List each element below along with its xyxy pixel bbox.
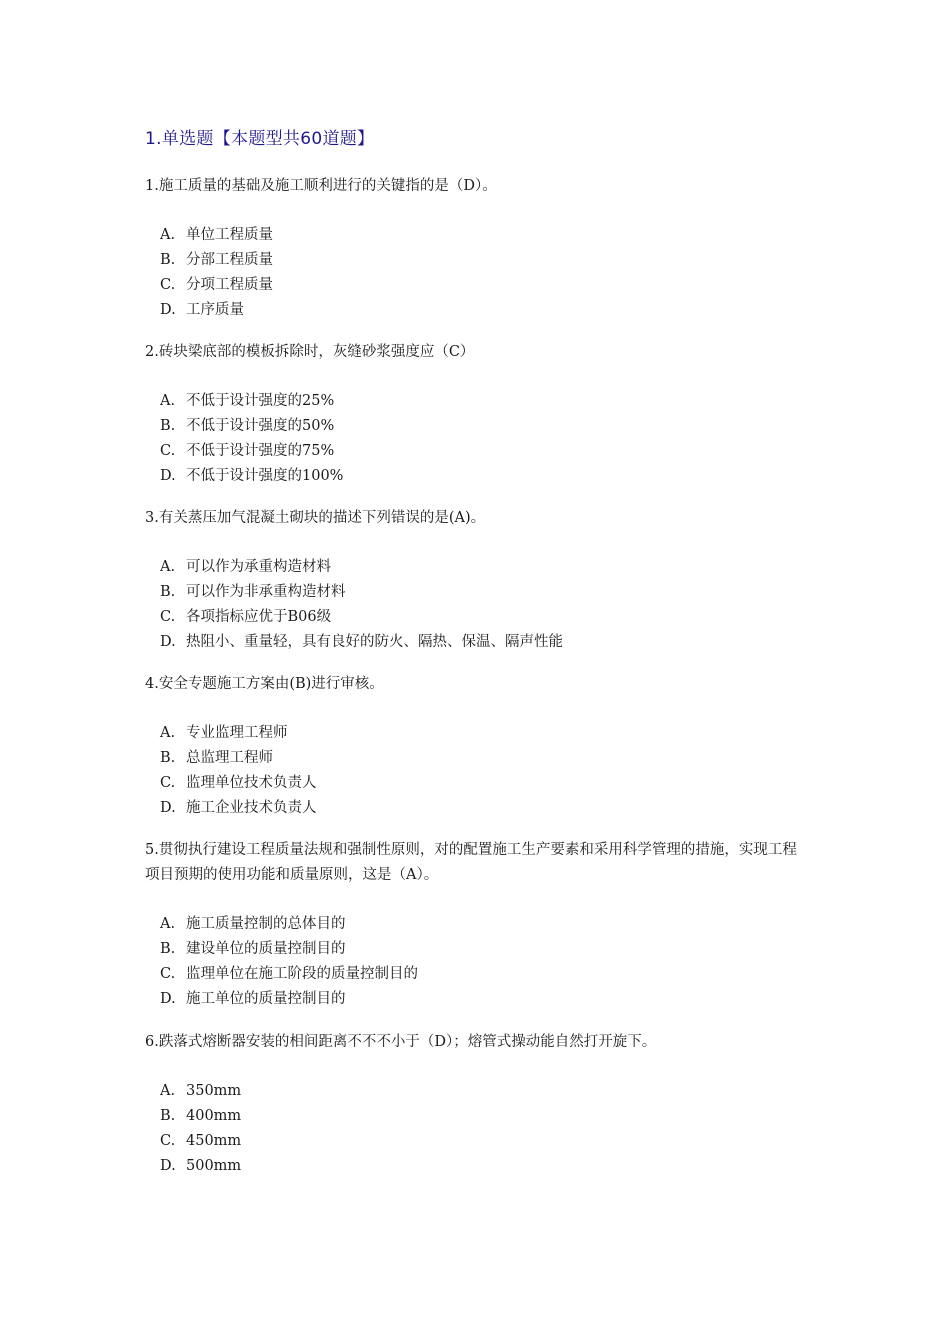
question-text: 1.施工质量的基础及施工顺利进行的关键指的是（D）。 xyxy=(145,178,497,194)
question-text: 5.贯彻执行建设工程质量法规和强制性原则，对的配置施工生产要素和采用科学管理的措施，实现工程项目预期的使用功能和质量原则，这是（A）。 xyxy=(145,842,797,883)
option-a xyxy=(160,721,805,746)
option-a xyxy=(160,389,805,414)
question-4 xyxy=(145,672,805,821)
question-text: 2.砖块梁底部的模板拆除时，灰缝砂浆强度应（C） xyxy=(145,344,475,360)
question-text: 6.跌落式熔断器安装的相间距离不不不小于（D）；熔管式操动能自然打开旋下。 xyxy=(145,1034,657,1050)
option-text: 350mm xyxy=(186,1083,242,1099)
option-list xyxy=(145,721,805,821)
option-text: 监理单位技术负责人 xyxy=(186,775,317,791)
option-a xyxy=(160,912,805,937)
option-text: 施工企业技术负责人 xyxy=(186,800,317,816)
option-letter: D. xyxy=(160,634,176,650)
option-text: 不低于设计强度的100% xyxy=(186,468,344,484)
option-text: 监理单位在施工阶段的质量控制目的 xyxy=(186,966,418,982)
option-c xyxy=(160,1129,805,1154)
option-letter: A. xyxy=(160,725,176,741)
option-text: 专业监理工程师 xyxy=(186,725,288,741)
option-text: 500mm xyxy=(186,1158,242,1174)
option-text: 单位工程质量 xyxy=(186,227,273,243)
option-text: 总监理工程师 xyxy=(186,750,273,766)
option-text: 分部工程质量 xyxy=(186,252,273,268)
option-b xyxy=(160,580,805,605)
option-letter: D. xyxy=(160,302,176,318)
option-letter: B. xyxy=(160,584,176,600)
question-6 xyxy=(145,1030,805,1179)
option-letter: B. xyxy=(160,941,176,957)
option-letter: A. xyxy=(160,916,176,932)
option-letter: D. xyxy=(160,991,176,1007)
option-c xyxy=(160,771,805,796)
option-d xyxy=(160,1154,805,1179)
option-text: 不低于设计强度的75% xyxy=(186,443,335,459)
option-letter: A. xyxy=(160,393,176,409)
option-list xyxy=(145,223,805,323)
option-letter: A. xyxy=(160,227,176,243)
option-text: 施工单位的质量控制目的 xyxy=(186,991,346,1007)
option-letter: B. xyxy=(160,750,176,766)
option-b xyxy=(160,746,805,771)
option-c xyxy=(160,605,805,630)
option-letter: B. xyxy=(160,1108,176,1124)
option-c xyxy=(160,273,805,298)
option-c xyxy=(160,962,805,987)
option-d xyxy=(160,298,805,323)
option-b xyxy=(160,414,805,439)
option-list xyxy=(145,1079,805,1179)
question-text: 3.有关蒸压加气混凝土砌块的描述下列错误的是(A)。 xyxy=(145,510,486,526)
section-title: 1.单选题【本题型共60道题】 xyxy=(145,129,375,149)
option-b xyxy=(160,1104,805,1129)
option-letter: D. xyxy=(160,1158,176,1174)
option-b xyxy=(160,248,805,273)
option-letter: C. xyxy=(160,609,176,625)
question-text: 4.安全专题施工方案由(B)进行审核。 xyxy=(145,676,384,692)
option-d xyxy=(160,987,805,1012)
option-letter: D. xyxy=(160,800,176,816)
option-text: 不低于设计强度的50% xyxy=(186,418,335,434)
question-1 xyxy=(145,174,805,323)
option-letter: C. xyxy=(160,1133,176,1149)
option-letter: D. xyxy=(160,468,176,484)
option-a xyxy=(160,1079,805,1104)
option-letter: B. xyxy=(160,418,176,434)
option-letter: C. xyxy=(160,775,176,791)
option-list xyxy=(145,912,805,1012)
question-3 xyxy=(145,506,805,655)
option-b xyxy=(160,937,805,962)
question-5 xyxy=(145,838,805,1012)
option-text: 不低于设计强度的25% xyxy=(186,393,335,409)
option-text: 450mm xyxy=(186,1133,242,1149)
option-text: 可以作为承重构造材料 xyxy=(186,559,331,575)
option-letter: A. xyxy=(160,559,176,575)
option-text: 建设单位的质量控制目的 xyxy=(186,941,346,957)
option-text: 工序质量 xyxy=(186,302,244,318)
option-letter: A. xyxy=(160,1083,176,1099)
option-d xyxy=(160,796,805,821)
option-text: 400mm xyxy=(186,1108,242,1124)
option-list xyxy=(145,555,805,655)
question-2 xyxy=(145,340,805,489)
option-letter: C. xyxy=(160,277,176,293)
option-letter: C. xyxy=(160,966,176,982)
option-c xyxy=(160,439,805,464)
option-d xyxy=(160,630,805,655)
option-a xyxy=(160,223,805,248)
option-text: 施工质量控制的总体目的 xyxy=(186,916,346,932)
option-a xyxy=(160,555,805,580)
option-list xyxy=(145,389,805,489)
option-text: 热阻小、重量轻，具有良好的防火、隔热、保温、隔声性能 xyxy=(186,634,563,650)
option-letter: C. xyxy=(160,443,176,459)
option-text: 分项工程质量 xyxy=(186,277,273,293)
option-text: 各项指标应优于B06级 xyxy=(186,609,332,625)
option-text: 可以作为非承重构造材料 xyxy=(186,584,346,600)
option-letter: B. xyxy=(160,252,176,268)
option-d xyxy=(160,464,805,489)
